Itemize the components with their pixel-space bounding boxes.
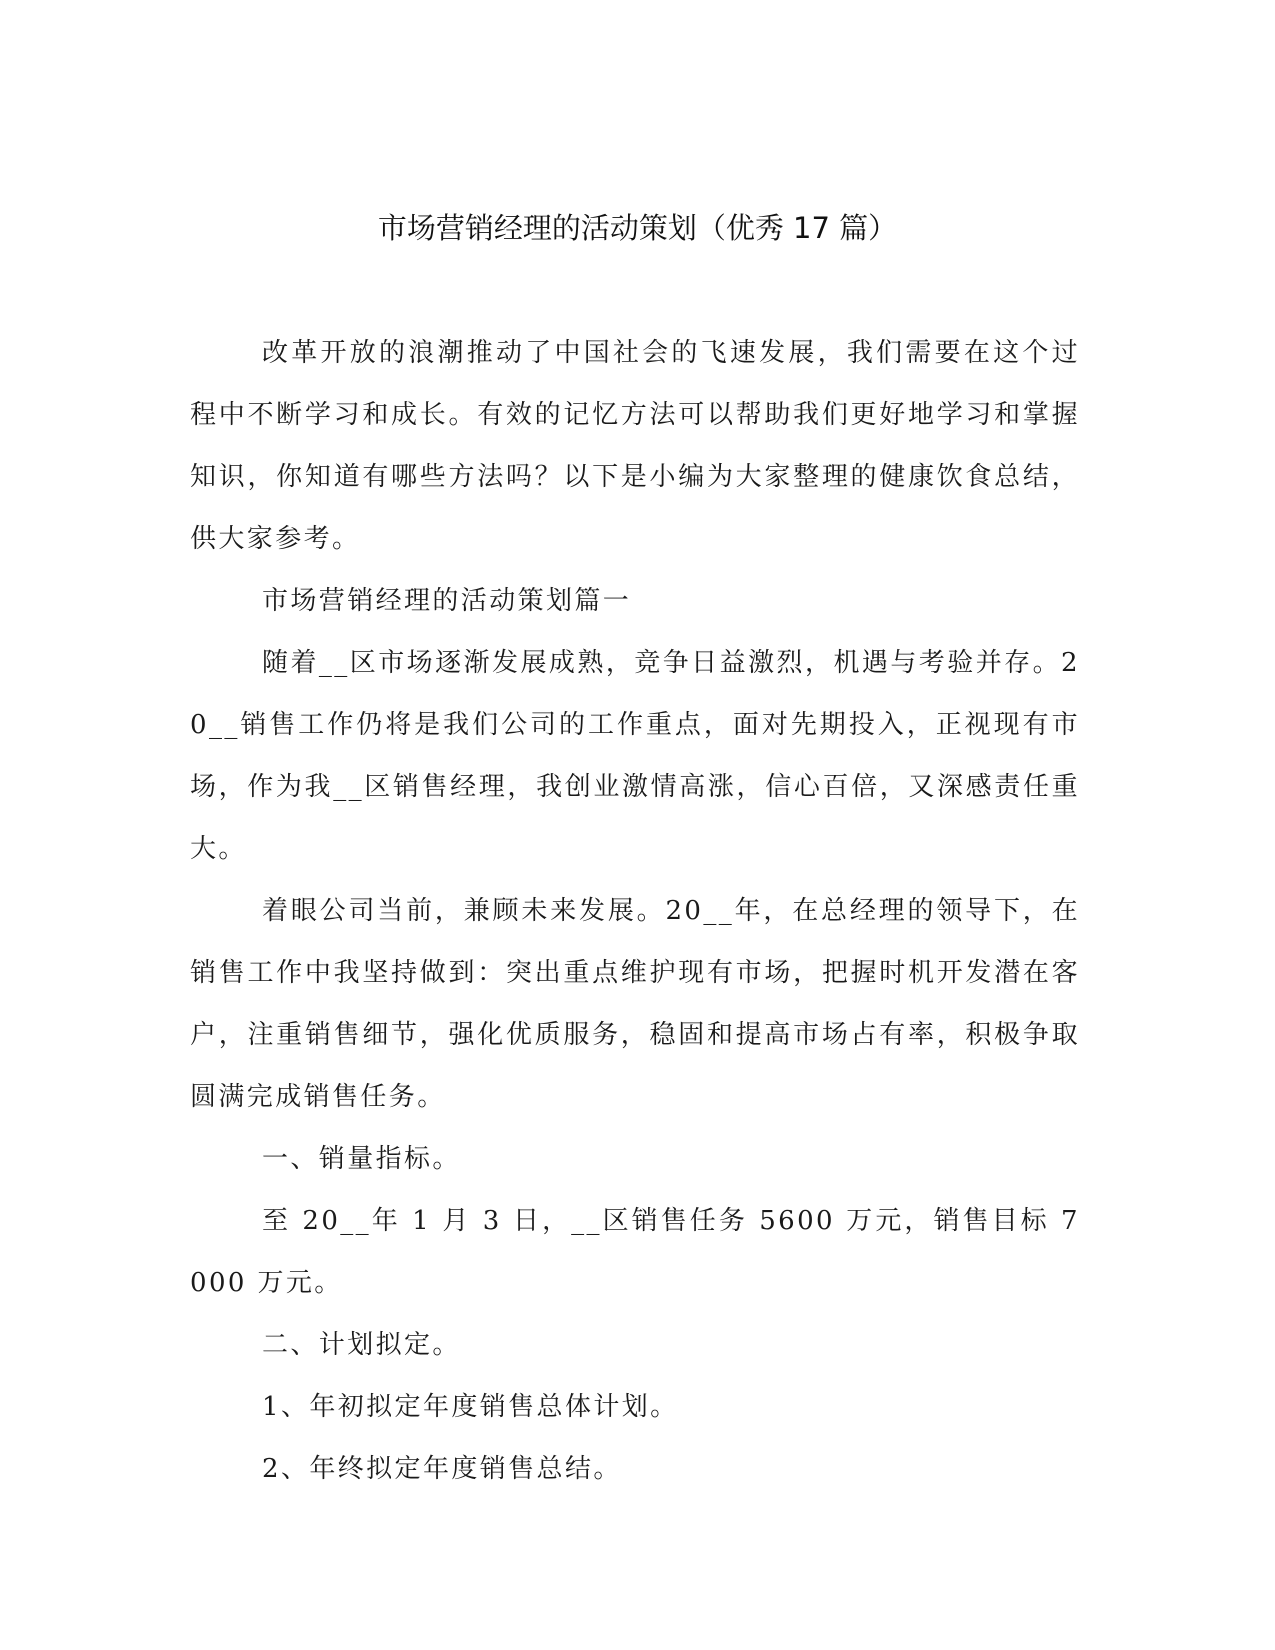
- sales-target-paragraph: 至 20__年 1 月 3 日，__区销售任务 5600 万元，销售目标 7000 万元。: [190, 1206, 1080, 1298]
- plan-item-1: 1、年初拟定年度销售总体计划。: [262, 1392, 679, 1422]
- plan-item-2: 2、年终拟定年度销售总结。: [262, 1454, 622, 1484]
- section-heading-sales-target: 一、销量指标。: [262, 1144, 461, 1174]
- intro-paragraph: 改革开放的浪潮推动了中国社会的飞速发展，我们需要在这个过程中不断学习和成长。有效的记忆方法可以帮助我们更好地学习和掌握知识，你知道有哪些方法吗？以下是小编为大家整理的健康饮食总结，供大家参考。: [190, 338, 1080, 554]
- document-body: [190, 322, 1080, 1500]
- document-title: 市场营销经理的活动策划（优秀 17 篇）: [377, 211, 898, 245]
- sales-approach-paragraph: 着眼公司当前，兼顾未来发展。20__年，在总经理的领导下，在销售工作中我坚持做到：突出重点维护现有市场，把握时机开发潜在客户，注重销售细节，强化优质服务，稳固和提高市场占有率，积极争取圆满完成销售任务。: [190, 896, 1080, 1112]
- section-heading-plan: 二、计划拟定。: [262, 1330, 461, 1360]
- section-heading-part-one: 市场营销经理的活动策划篇一: [262, 586, 632, 616]
- market-situation-paragraph: 随着__区市场逐渐发展成熟，竞争日益激烈，机遇与考验并存。20__销售工作仍将是我们公司的工作重点，面对先期投入，正视现有市场，作为我__区销售经理，我创业激情高涨，信心百倍，又深感责任重大。: [190, 648, 1080, 864]
